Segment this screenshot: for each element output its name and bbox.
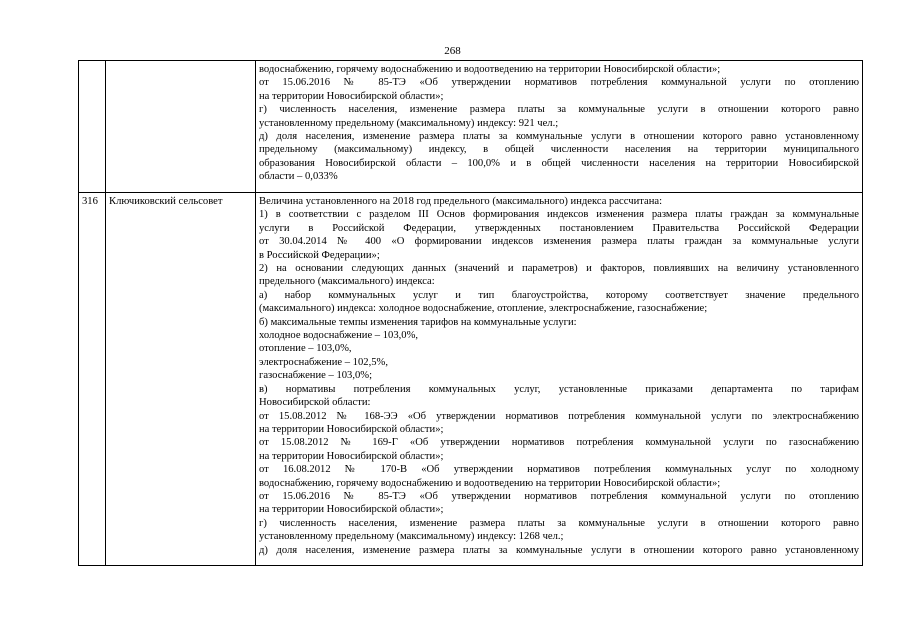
text-line: от 15.06.2016 № 85-ТЭ «Об утверждении нормативов потребления коммунальной услуги по отоплению — [259, 77, 859, 89]
text-line: 1) в соответствии с разделом III Основ формирования индексов изменения размера платы граждан за коммунальные — [259, 209, 859, 221]
text-line: (максимального) индекса: холодное водоснабжение, отопление, электроснабжение, газоснабжение; — [259, 303, 708, 315]
text-line: на территории Новосибирской области»; — [259, 90, 444, 102]
text-line: Новосибирской области: — [259, 397, 371, 409]
row-number-cell: 316 — [79, 193, 106, 566]
text-line: установленному предельному (максимальному) индексу: 921 чел.; — [259, 117, 559, 129]
text-line: на территории Новосибирской области»; — [259, 504, 444, 516]
table-row — [79, 61, 863, 193]
municipality-name-cell — [106, 61, 256, 193]
document-table — [78, 60, 863, 566]
text-line: отопление – 103,0%, — [259, 343, 352, 355]
text-line: в) нормативы потребления коммунальных услуг, установленные приказами департамента по тарифам — [259, 383, 859, 395]
text-line: от 15.06.2016 № 85-ТЭ «Об утверждении нормативов потребления коммунальной услуги по отоплению — [259, 490, 859, 502]
municipality-name-cell: Ключиковский сельсовет — [106, 193, 256, 566]
text-line: предельного (максимального) индекса: — [259, 276, 435, 288]
text-line: б) максимальные темпы изменения тарифов на коммунальные услуги: — [259, 316, 577, 328]
text-line: на территории Новосибирской области»; — [259, 423, 444, 435]
row-number-cell — [79, 61, 106, 193]
page-number: 268 — [444, 45, 461, 57]
text-line: установленному предельному (максимальному) индексу: 1268 чел.; — [259, 531, 564, 543]
text-line: д) доля населения, изменение размера платы за коммунальные услуги в отношении которого равно установленному — [259, 544, 859, 556]
text-line: области – 0,033% — [259, 171, 338, 183]
text-line: от 15.08.2012 № 168-ЭЭ «Об утверждении нормативов потребления коммунальной услуги по электроснабжению — [259, 410, 859, 422]
text-line: электроснабжение – 102,5%, — [259, 356, 388, 368]
text-line: от 15.08.2012 № 169-Г «Об утверждении нормативов потребления коммунальной услуги по газоснабжению — [259, 437, 859, 449]
index-description-cell — [256, 193, 863, 566]
text-line: д) доля населения, изменение размера платы за коммунальные услуги в отношении которого равно установленному — [259, 131, 859, 143]
text-line: а) набор коммунальных услуг и тип благоустройства, которому соответствует значение предельного — [259, 289, 859, 301]
text-line: образования Новосибирской области – 100,0% и в общей численности населения на территории Новосибирской — [259, 157, 859, 169]
text-line: от 16.08.2012 № 170-В «Об утверждении нормативов потребления коммунальных услуг по холодному — [259, 464, 859, 476]
text-line: водоснабжению, горячему водоснабжению и водоотведению на территории Новосибирской области»; — [259, 477, 721, 489]
text-line: на территории Новосибирской области»; — [259, 450, 444, 462]
text-line: в Российской Федерации»; — [259, 249, 380, 261]
text-line: 2) на основании следующих данных (значений и параметров) и факторов, повлиявших на величину установленного — [259, 263, 859, 275]
text-line: услуги в Российской Федерации, утвержденных постановлением Правительства Российской Федерации — [259, 222, 859, 234]
text-line: Величина установленного на 2018 год предельного (максимального) индекса рассчитана: — [259, 196, 663, 207]
index-description-cell — [256, 61, 863, 193]
text-line: г) численность населения, изменение размера платы за коммунальные услуги в отношении которого равно — [259, 517, 859, 529]
text-line: газоснабжение – 103,0%; — [259, 370, 373, 382]
text-line: г) численность населения, изменение размера платы за коммунальные услуги в отношении которого равно — [259, 104, 859, 116]
text-line: от 30.04.2014 № 400 «О формировании индексов изменения размера платы граждан за коммунальные услуги — [259, 236, 859, 248]
table-row — [79, 193, 863, 566]
text-line: холодное водоснабжение – 103,0%, — [259, 330, 419, 342]
text-line: предельному (максимальному) индексу, в общей численности населения на территории муниципального — [259, 144, 859, 156]
text-line: водоснабжению, горячему водоснабжению и водоотведению на территории Новосибирской области»; — [259, 64, 721, 75]
